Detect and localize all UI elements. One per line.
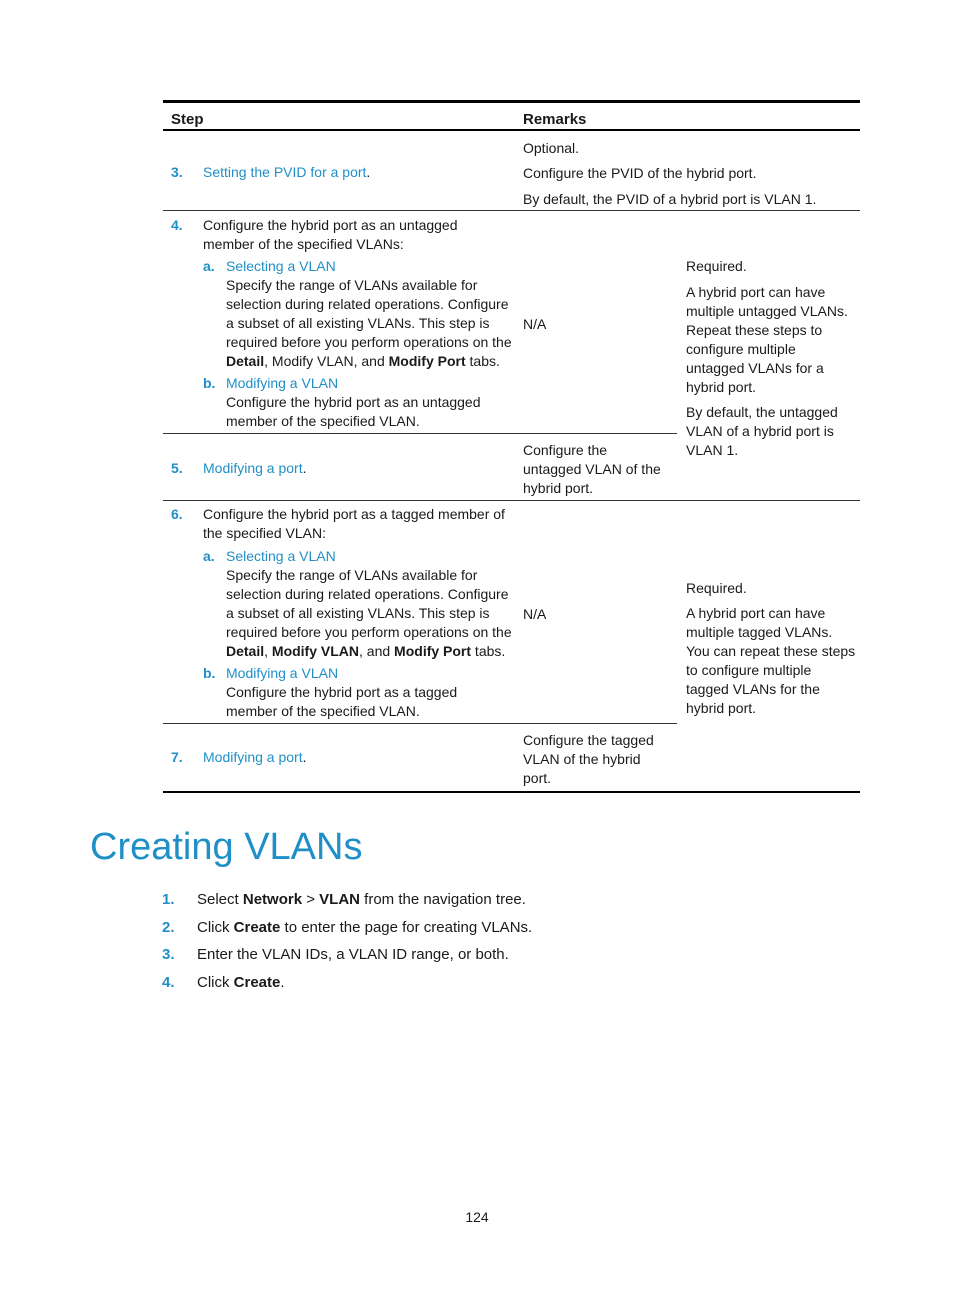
substep-description: Configure the hybrid port as an untagged member of the specified VLAN. [226, 394, 481, 429]
modifying-port-link[interactable]: Modifying a port [203, 460, 303, 476]
table-bottom-rule [163, 791, 860, 793]
mid-value: N/A [523, 316, 547, 332]
table-top-rule [163, 100, 860, 103]
row-divider [163, 500, 860, 501]
step-text: Modifying a port. [203, 460, 307, 476]
mid-text: Configure the untagged VLAN of the hybrid port. [523, 442, 661, 496]
modifying-port-link[interactable]: Modifying a port [203, 749, 303, 765]
substep-label: a. [203, 258, 215, 274]
remark-block: A hybrid port can have multiple untagged VLANs. Repeat these steps to configure multiple untagged VLANs for a hybrid port. [686, 284, 848, 395]
remark-line: Required. [686, 580, 747, 596]
remark-line: Optional. [523, 140, 580, 156]
substep-label: a. [203, 548, 215, 564]
selecting-vlan-link[interactable]: Selecting a VLAN [226, 548, 336, 564]
selecting-vlan-link[interactable]: Selecting a VLAN [226, 258, 336, 274]
step-number: 3. [171, 164, 183, 180]
remark-line: By default, the PVID of a hybrid port is VLAN 1. [523, 191, 817, 207]
step-text: Modifying a port. [203, 749, 307, 765]
substep-label: b. [203, 665, 216, 681]
step-intro: Configure the hybrid port as a tagged member of the specified VLAN: [203, 506, 505, 541]
procedure-step: 1. Select Network > VLAN from the navigation tree. [162, 891, 526, 908]
procedure-step: 2. Click Create to enter the page for creating VLANs. [162, 919, 533, 936]
table-header-rule [163, 129, 860, 131]
step-number: 5. [171, 460, 183, 476]
mid-value: N/A [523, 606, 547, 622]
substep-description: Specify the range of VLANs available for selection during related operations. Configure a subset of all existing VLANs. This step is required before you perform operations on the Detail, Modify VLAN, and Modify Port tabs. [226, 567, 512, 659]
modifying-vlan-link[interactable]: Modifying a VLAN [226, 665, 339, 681]
step-number: 4. [171, 217, 183, 233]
substep-description: Configure the hybrid port as a tagged member of the specified VLAN. [226, 684, 458, 719]
procedure-step: 3. Enter the VLAN IDs, a VLAN ID range, or both. [162, 946, 509, 963]
step-number: 7. [171, 749, 183, 765]
header-step: Step [171, 111, 204, 128]
step-intro: Configure the hybrid port as an untagged member of the specified VLANs: [203, 217, 458, 252]
substep-label: b. [203, 375, 216, 391]
substep-description: Specify the range of VLANs available for selection during related operations. Configure a subset of all existing VLANs. This step is required before you perform operations on the Detail, Modify VLAN, and Modify Port tabs. [226, 277, 512, 369]
header-remarks: Remarks [523, 111, 587, 128]
row-divider [163, 723, 677, 724]
step-number: 6. [171, 506, 183, 522]
remark-block: A hybrid port can have multiple tagged VLANs. You can repeat these steps to configure multiple tagged VLANs for the hybrid port. [686, 605, 856, 716]
section-title: Creating VLANs [90, 826, 363, 868]
remark-line: Configure the PVID of the hybrid port. [523, 165, 757, 181]
row-divider [163, 210, 860, 211]
modifying-vlan-link[interactable]: Modifying a VLAN [226, 375, 339, 391]
setting-pvid-link[interactable]: Setting the PVID for a port [203, 164, 367, 180]
procedure-step: 4. Click Create. [162, 974, 285, 991]
step-text: Setting the PVID for a port. [203, 164, 371, 180]
page-number: 124 [465, 1209, 489, 1225]
remark-block: By default, the untagged VLAN of a hybrid port is VLAN 1. [686, 404, 838, 458]
remark-line: Required. [686, 258, 747, 274]
mid-text: Configure the tagged VLAN of the hybrid port. [523, 732, 654, 786]
row-divider [163, 433, 677, 434]
